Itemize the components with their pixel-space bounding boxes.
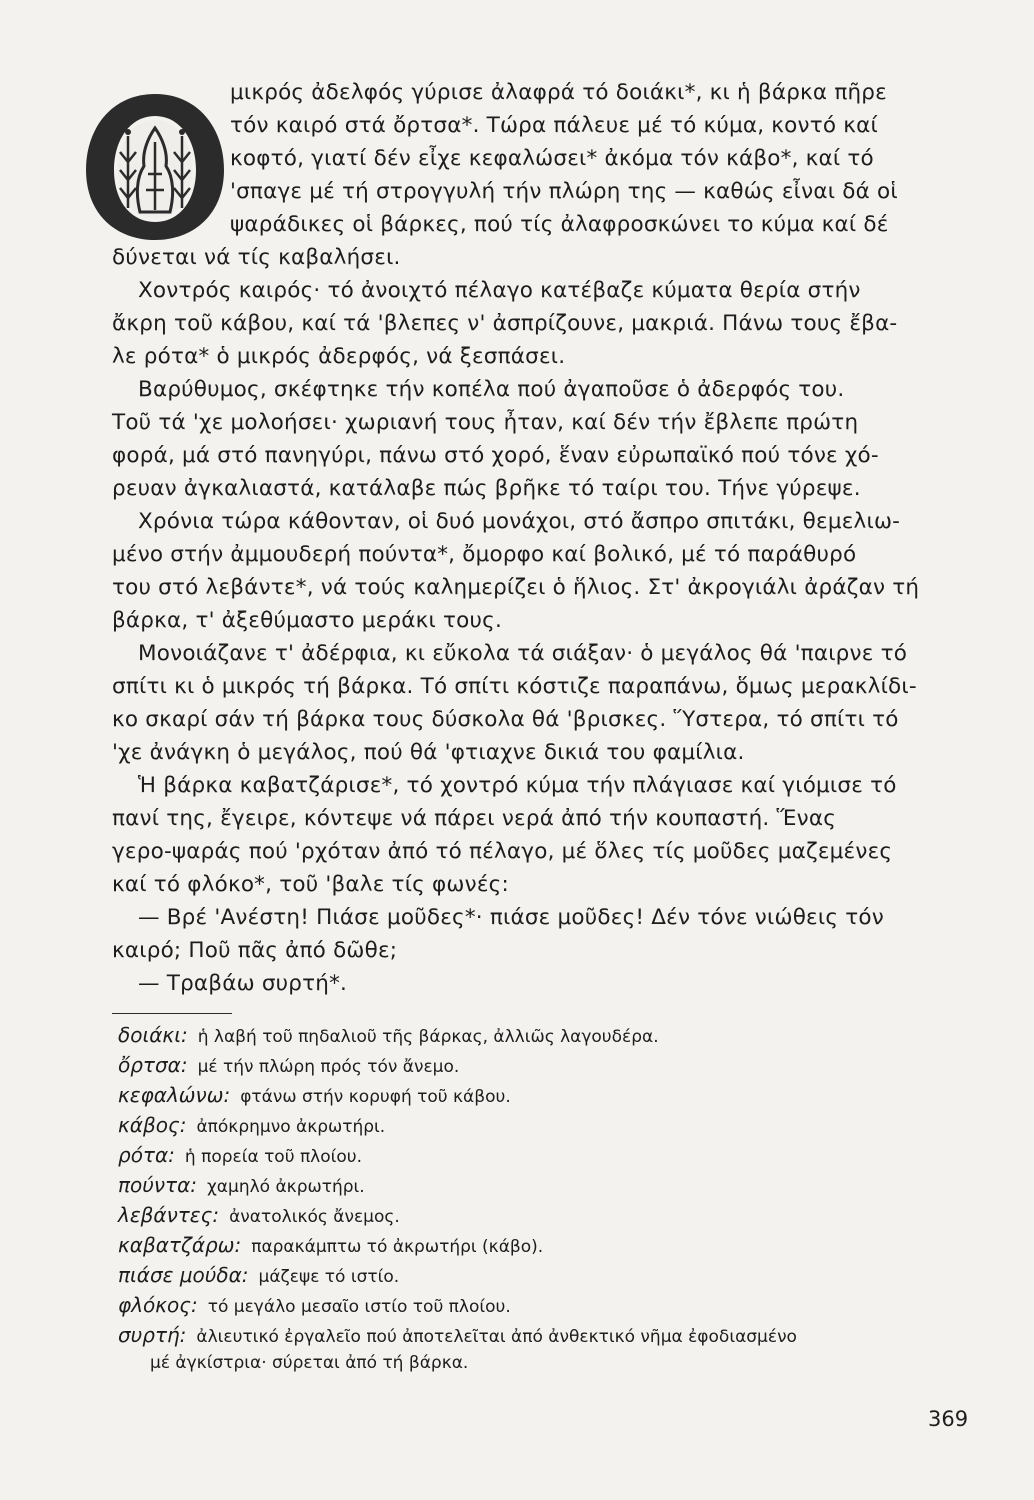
glossary-term: συρτή: [118, 1323, 187, 1347]
text-line: Βαρύθυμος, σκέφτηκε τήν κοπέλα πού ἀγαποῦσε ὁ ἀδερφός του. [138, 377, 845, 402]
text-line: ρευαν ἀγκαλιαστά, κατάλαβε πώς βρῆκε τό ταίρι του. Τήνε γύρεψε. [112, 476, 861, 501]
text-line: — Τραβάω συρτή*. [138, 971, 348, 996]
page-number: 369 [928, 1407, 969, 1431]
glossary-term: ρότα: [118, 1143, 175, 1167]
glossary-entry [118, 1082, 511, 1110]
text-line: Χοντρός καιρός· τό ἀνοιχτό πέλαγο κατέβαζε κύματα θερία στήν [138, 278, 861, 303]
text-line: — Βρέ 'Ανέστη! Πιάσε μοῦδες*· πιάσε μοῦδες! Δέν τόνε νιώθεις τόν [138, 905, 884, 930]
glossary-term: δοιάκι: [118, 1023, 188, 1047]
text-line: δύνεται νά τίς καβαλήσει. [112, 245, 401, 270]
text-line: βάρκα, τ' ἀξεθύμαστο μεράκι τους. [112, 608, 503, 633]
text-line: Ἡ βάρκα καβατζάρισε*, τό χοντρό κύμα τήν πλάγιασε καί γιόμισε τό [138, 773, 897, 798]
text-line: 'σπαγε μέ τή στρογγυλή τήν πλώρη της — καθώς εἶναι δά οἱ [230, 179, 898, 204]
text-line: μένο στήν ἀμμουδερή πούντα*, ὄμορφο καί βολικό, μέ τό παράθυρό [112, 542, 857, 567]
glossary-definition: φτάνω στήν κορυφή τοῦ κάβου. [240, 1087, 511, 1107]
glossary-entry [118, 1292, 511, 1320]
text-line: γερο-ψαράς πού 'ρχόταν ἀπό τό πέλαγο, μέ ὅλες τίς μοῦδες μαζεμένες [112, 839, 893, 864]
text-line: ψαράδικες οἱ βάρκες, πού τίς ἀλαφροσκώνει το κύμα καί δέ [230, 212, 889, 237]
glossary-entry [118, 1172, 365, 1200]
text-line: Μονοιάζανε τ' ἀδέρφια, κι εὔκολα τά σιάξαν· ὁ μεγάλος θά 'παιρνε τό [138, 641, 908, 666]
text-line: του στό λεβάντε*, νά τούς καλημερίζει ὁ ἥλιος. Στ' ἀκρογιάλι ἀράζαν τή [112, 575, 920, 600]
glossary-term: φλόκος: [118, 1293, 198, 1317]
glossary-definition: ἀπόκρημνο ἀκρωτήρι. [196, 1117, 386, 1137]
text-line: κο σκαρί σάν τή βάρκα τους δύσκολα θά 'βρισκες. Ὕστερα, τό σπίτι τό [112, 707, 899, 732]
glossary-entry [118, 1202, 400, 1230]
glossary-entry [118, 1262, 399, 1290]
glossary-entry-continuation: μέ ἀγκίστρια· σύρεται ἀπό τή βάρκα. [150, 1353, 469, 1373]
glossary-definition: μάζεψε τό ιστίο. [258, 1267, 400, 1287]
text-line: 'χε ἀνάγκη ὁ μεγάλος, πού θά 'φτιαχνε δικιά του φαμίλια. [112, 740, 745, 765]
glossary-term: κεφαλώνω: [118, 1083, 231, 1107]
text-line: λε ρότα* ὁ μικρός ἀδερφός, νά ξεσπάσει. [112, 344, 566, 369]
text-line: καιρό; Ποῦ πᾶς ἀπό δῶθε; [112, 938, 398, 963]
glossary-definition: τό μεγάλο μεσαῖο ιστίο τοῦ πλοίου. [207, 1297, 511, 1317]
glossary-term: ὄρτσα: [118, 1053, 188, 1077]
glossary-entry [118, 1142, 362, 1170]
glossary-entry [118, 1112, 385, 1140]
text-line: Τοῦ τά 'χε μολοήσει· χωριανή τους ἦταν, καί δέν τήν ἔβλεπε πρώτη [112, 410, 859, 435]
glossary-term: κάβος: [118, 1113, 187, 1137]
glossary-term: λεβάντες: [118, 1203, 220, 1227]
text-line: ἄκρη τοῦ κάβου, καί τά 'βλεπες ν' ἀσπρίζουνε, μακριά. Πάνω τους ἔβα- [112, 311, 898, 336]
text-line: Χρόνια τώρα κάθονταν, οἱ δυό μονάχοι, στό ἄσπρο σπιτάκι, θεμελιω- [138, 509, 901, 534]
text-line: σπίτι κι ὁ μικρός τή βάρκα. Τό σπίτι κόστιζε παραπάνω, ὅμως μερακλίδι- [112, 674, 917, 699]
text-line: τόν καιρό στά ὄρτσα*. Τώρα πάλευε μέ τό κύμα, κοντό καί [230, 113, 878, 138]
glossary-definition: μέ τήν πλώρη πρός τόν ἄνεμο. [197, 1057, 460, 1077]
glossary-entry [118, 1022, 659, 1050]
text-line: κοφτό, γιατί δέν εἶχε κεφαλώσει* ἀκόμα τόν κάβο*, καί τό [230, 146, 874, 171]
glossary-term: καβατζάρω: [118, 1233, 242, 1257]
glossary-definition: ἡ λαβή τοῦ πηδαλιοῦ τῆς βάρκας, ἀλλιῶς λαγουδέρα. [197, 1027, 659, 1047]
footnote-divider [112, 1013, 232, 1014]
text-line: μικρός ἀδελφός γύρισε ἀλαφρά τό δοιάκι*, κι ἡ βάρκα πῆρε [230, 80, 887, 105]
text-line: φορά, μά στό πανηγύρι, πάνω στό χορό, ἕναν εὐρωπαϊκό πού τόνε χό- [112, 443, 879, 468]
glossary-term: πιάσε μούδα: [118, 1263, 249, 1287]
glossary-definition: χαμηλό ἀκρωτήρι. [206, 1177, 365, 1197]
glossary-definition: ἀλιευτικό ἐργαλεῖο πού ἀποτελεῖται ἀπό ἀνθεκτικό νῆμα ἐφοδιασμένο [196, 1327, 797, 1347]
glossary-definition: ἀνατολικός ἄνεμος. [229, 1207, 400, 1227]
glossary-entry [118, 1052, 459, 1080]
glossary-definition: παρακάμπτω τό ἀκρωτήρι (κάβο). [251, 1237, 544, 1257]
glossary-entry [118, 1232, 543, 1260]
decorative-initial-o-icon [80, 86, 230, 246]
text-line: πανί της, ἔγειρε, κόντεψε νά πάρει νερά ἀπό τήν κουπαστή. Ἕνας [112, 806, 837, 831]
glossary-term: πούντα: [118, 1173, 197, 1197]
glossary-definition: ἡ πορεία τοῦ πλοίου. [184, 1147, 363, 1167]
glossary-entry [118, 1322, 797, 1350]
text-line: καί τό φλόκο*, τοῦ 'βαλε τίς φωνές: [112, 872, 509, 897]
